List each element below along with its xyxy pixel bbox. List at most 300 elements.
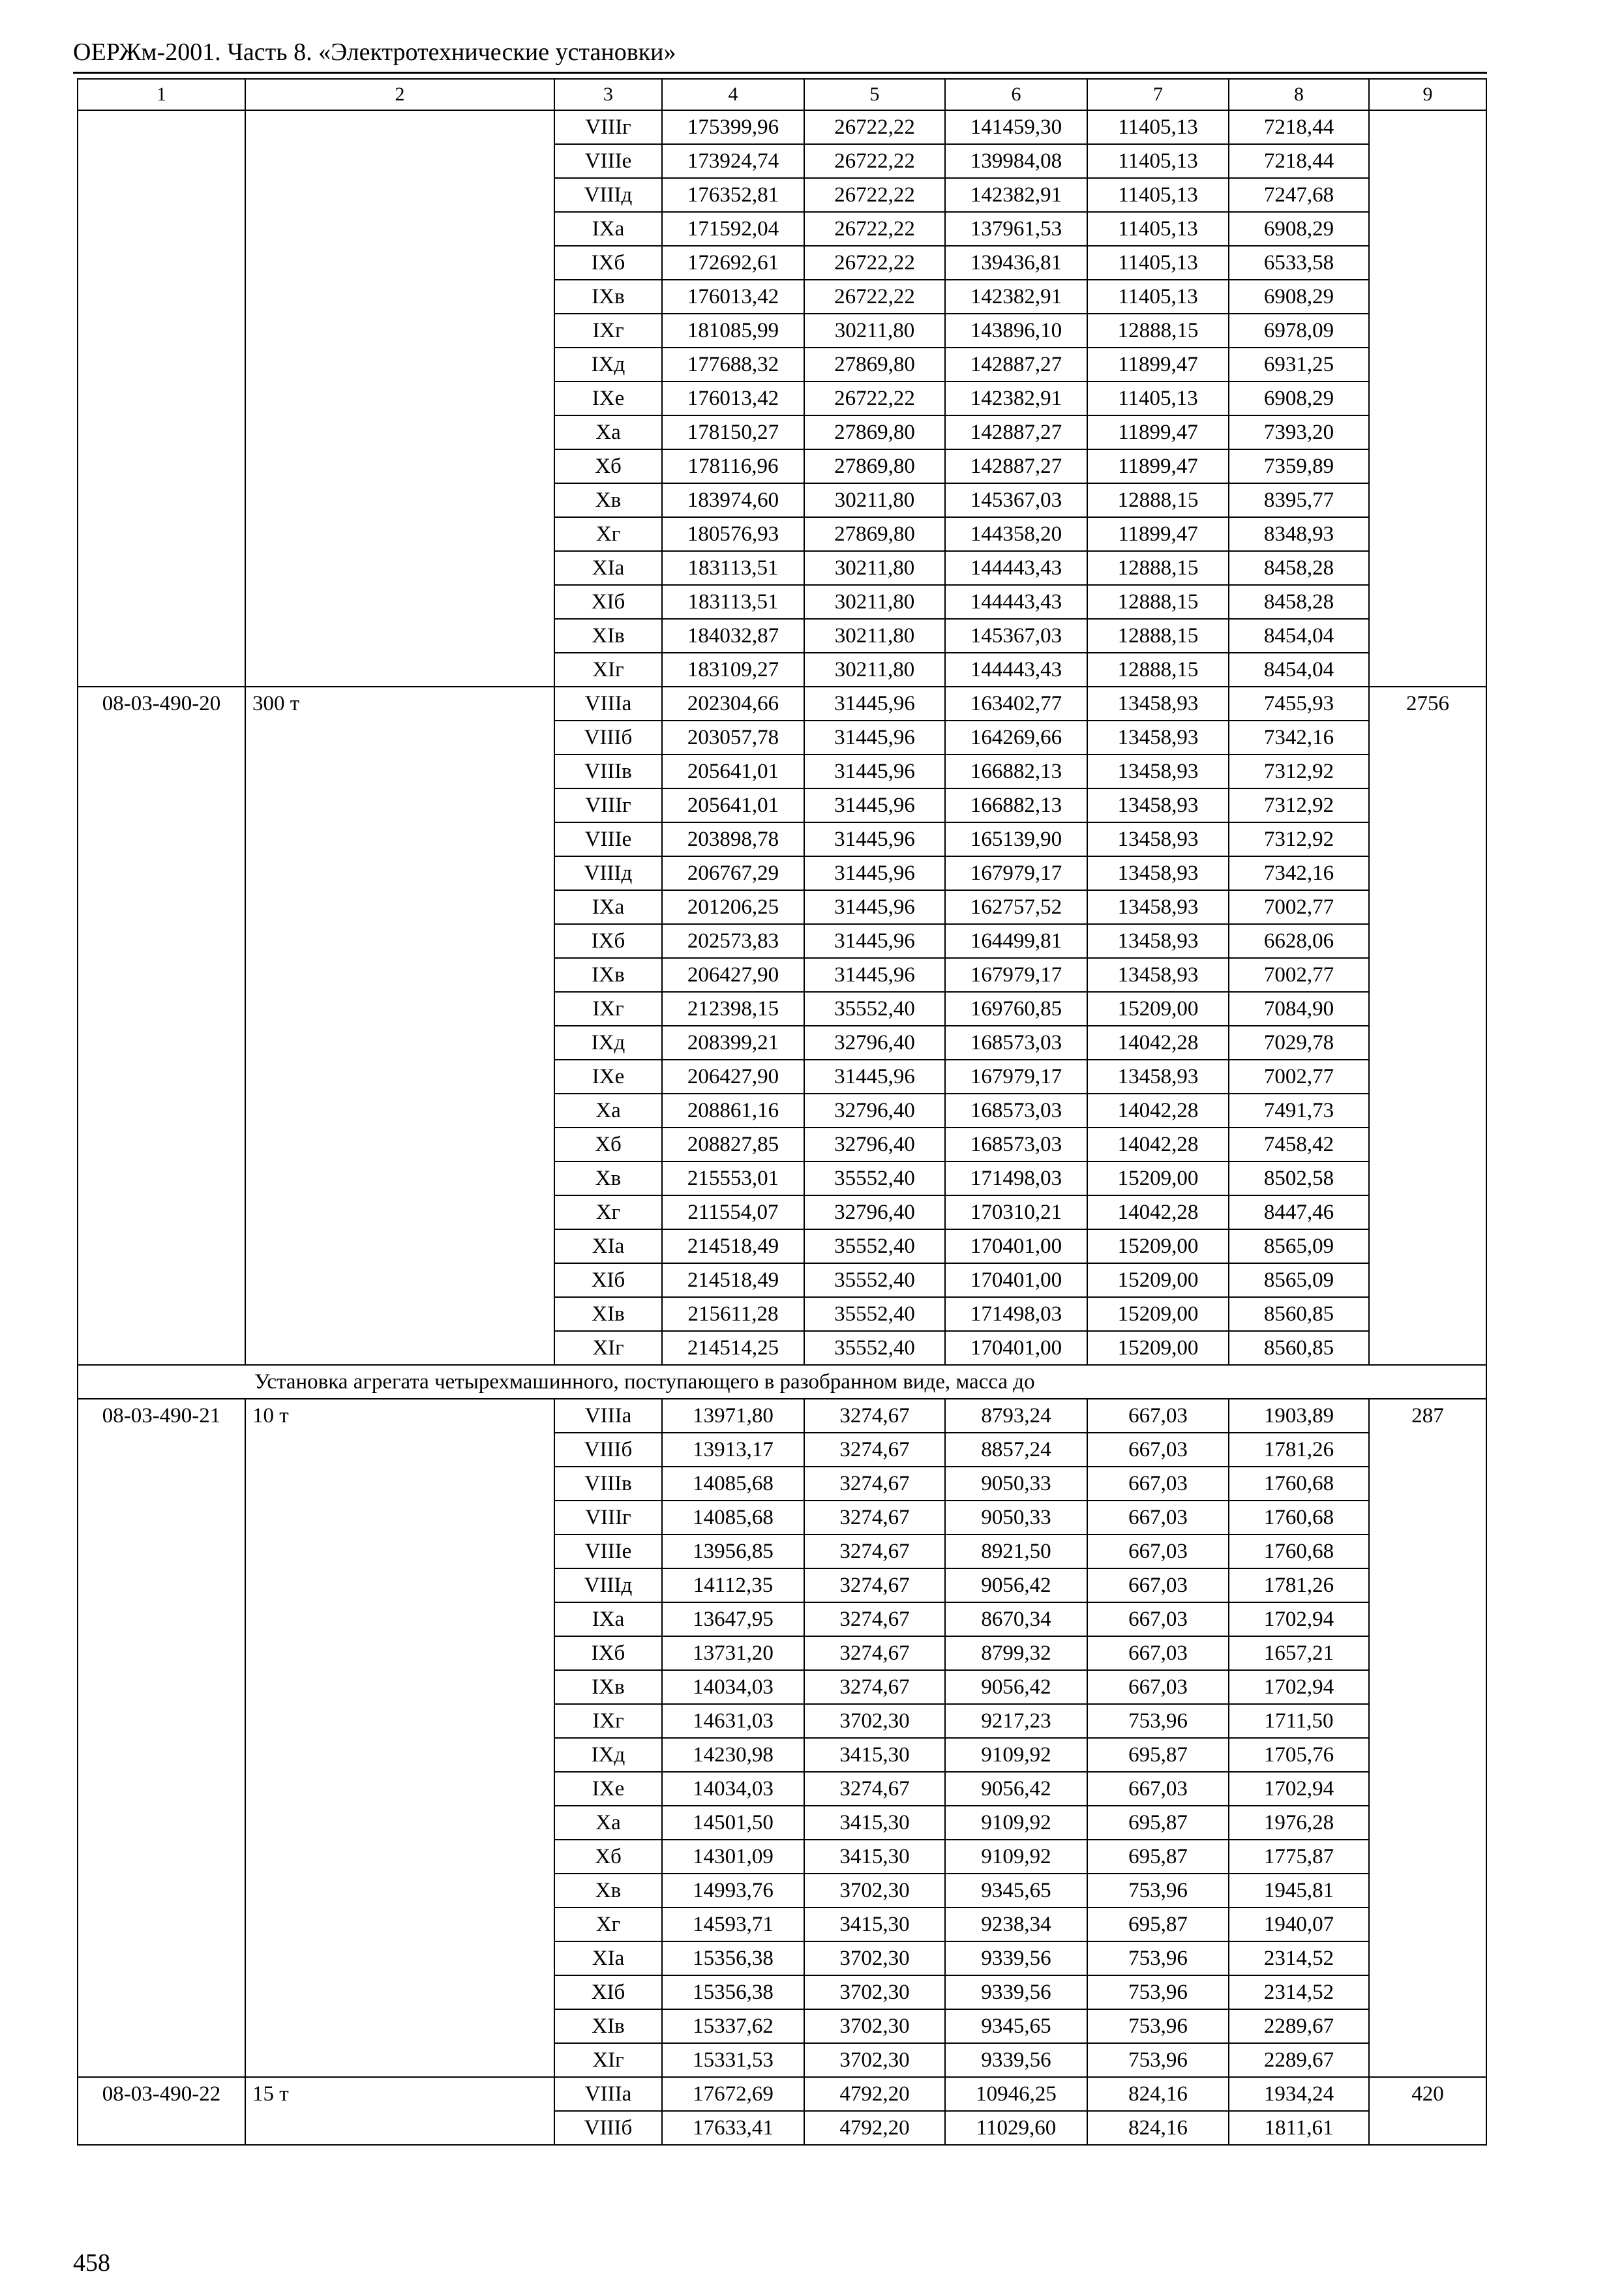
labor-hours-cell — [1369, 110, 1486, 687]
material-cost-cell: 1976,28 — [1229, 1806, 1369, 1840]
material-cost-cell: 8458,28 — [1229, 585, 1369, 619]
total-cost-cell: 175399,96 — [662, 110, 804, 144]
machine-cost-cell: 165139,90 — [945, 822, 1087, 856]
material-cost-cell: 7455,93 — [1229, 687, 1369, 721]
machine-cost-cell: 167979,17 — [945, 958, 1087, 992]
machine-cost-cell: 162757,52 — [945, 890, 1087, 924]
zone-cell: VIIIд — [554, 178, 662, 212]
operator-wage-cell: 15209,00 — [1087, 992, 1229, 1026]
machine-cost-cell: 10946,25 — [945, 2077, 1087, 2111]
column-header: 5 — [804, 79, 945, 110]
material-cost-cell: 1903,89 — [1229, 1399, 1369, 1433]
zone-cell: VIIIа — [554, 2077, 662, 2111]
operator-wage-cell: 11899,47 — [1087, 348, 1229, 382]
total-cost-cell: 13956,85 — [662, 1534, 804, 1568]
item-name: 10 т — [245, 1399, 554, 2077]
zone-cell: Xа — [554, 415, 662, 449]
labor-cost-cell: 26722,22 — [804, 212, 945, 246]
machine-cost-cell: 170401,00 — [945, 1331, 1087, 1365]
labor-cost-cell: 26722,22 — [804, 280, 945, 314]
total-cost-cell: 206427,90 — [662, 1060, 804, 1094]
machine-cost-cell: 144443,43 — [945, 585, 1087, 619]
operator-wage-cell: 14042,28 — [1087, 1094, 1229, 1128]
machine-cost-cell: 8857,24 — [945, 1433, 1087, 1467]
material-cost-cell: 1705,76 — [1229, 1738, 1369, 1772]
machine-cost-cell: 9050,33 — [945, 1501, 1087, 1534]
item-code: 08-03-490-22 — [78, 2077, 245, 2145]
material-cost-cell: 7084,90 — [1229, 992, 1369, 1026]
zone-cell: Xв — [554, 483, 662, 517]
material-cost-cell: 7218,44 — [1229, 110, 1369, 144]
material-cost-cell: 1934,24 — [1229, 2077, 1369, 2111]
total-cost-cell: 205641,01 — [662, 755, 804, 788]
zone-cell: XIа — [554, 1229, 662, 1263]
machine-cost-cell: 142887,27 — [945, 348, 1087, 382]
labor-cost-cell: 3274,67 — [804, 1670, 945, 1704]
labor-cost-cell: 3702,30 — [804, 2043, 945, 2077]
total-cost-cell: 214518,49 — [662, 1229, 804, 1263]
item-name: 15 т — [245, 2077, 554, 2145]
labor-cost-cell: 35552,40 — [804, 992, 945, 1026]
machine-cost-cell: 9339,56 — [945, 2043, 1087, 2077]
material-cost-cell: 8458,28 — [1229, 551, 1369, 585]
labor-cost-cell: 32796,40 — [804, 1195, 945, 1229]
item-code — [78, 110, 245, 687]
operator-wage-cell: 11405,13 — [1087, 246, 1229, 280]
total-cost-cell: 208399,21 — [662, 1026, 804, 1060]
material-cost-cell: 7247,68 — [1229, 178, 1369, 212]
material-cost-cell: 1781,26 — [1229, 1433, 1369, 1467]
material-cost-cell: 2314,52 — [1229, 1975, 1369, 2009]
labor-cost-cell: 26722,22 — [804, 144, 945, 178]
machine-cost-cell: 142887,27 — [945, 449, 1087, 483]
labor-cost-cell: 31445,96 — [804, 822, 945, 856]
labor-cost-cell: 3702,30 — [804, 2009, 945, 2043]
total-cost-cell: 17672,69 — [662, 2077, 804, 2111]
material-cost-cell: 1811,61 — [1229, 2111, 1369, 2145]
zone-cell: IXд — [554, 1026, 662, 1060]
machine-cost-cell: 142382,91 — [945, 178, 1087, 212]
operator-wage-cell: 667,03 — [1087, 1602, 1229, 1636]
machine-cost-cell: 9109,92 — [945, 1840, 1087, 1874]
zone-cell: XIб — [554, 1263, 662, 1297]
labor-cost-cell: 30211,80 — [804, 619, 945, 653]
material-cost-cell: 7002,77 — [1229, 1060, 1369, 1094]
operator-wage-cell: 667,03 — [1087, 1772, 1229, 1806]
total-cost-cell: 14593,71 — [662, 1908, 804, 1941]
table-row — [78, 1399, 1486, 1433]
item-code: 08-03-490-20 — [78, 687, 245, 1365]
zone-cell: Xг — [554, 517, 662, 551]
total-cost-cell: 13913,17 — [662, 1433, 804, 1467]
zone-cell: VIIIг — [554, 788, 662, 822]
operator-wage-cell: 13458,93 — [1087, 958, 1229, 992]
material-cost-cell: 1940,07 — [1229, 1908, 1369, 1941]
material-cost-cell: 7002,77 — [1229, 890, 1369, 924]
zone-cell: VIIIе — [554, 822, 662, 856]
total-cost-cell: 212398,15 — [662, 992, 804, 1026]
page-number: 458 — [73, 2249, 110, 2277]
labor-cost-cell: 3702,30 — [804, 1975, 945, 2009]
operator-wage-cell: 667,03 — [1087, 1433, 1229, 1467]
section-heading: Установка агрегата четырехмашинного, поступающего в разобранном виде, масса до — [78, 1365, 1486, 1399]
operator-wage-cell: 667,03 — [1087, 1636, 1229, 1670]
labor-cost-cell: 27869,80 — [804, 517, 945, 551]
operator-wage-cell: 15209,00 — [1087, 1229, 1229, 1263]
material-cost-cell: 7312,92 — [1229, 788, 1369, 822]
total-cost-cell: 184032,87 — [662, 619, 804, 653]
labor-cost-cell: 26722,22 — [804, 178, 945, 212]
labor-cost-cell: 27869,80 — [804, 348, 945, 382]
total-cost-cell: 215553,01 — [662, 1161, 804, 1195]
zone-cell: Xа — [554, 1806, 662, 1840]
labor-cost-cell: 32796,40 — [804, 1128, 945, 1161]
material-cost-cell: 8560,85 — [1229, 1331, 1369, 1365]
price-table — [77, 78, 1487, 2146]
labor-cost-cell: 3274,67 — [804, 1636, 945, 1670]
total-cost-cell: 201206,25 — [662, 890, 804, 924]
total-cost-cell: 171592,04 — [662, 212, 804, 246]
labor-cost-cell: 26722,22 — [804, 382, 945, 415]
labor-cost-cell: 3274,67 — [804, 1467, 945, 1501]
material-cost-cell: 6628,06 — [1229, 924, 1369, 958]
zone-cell: XIб — [554, 585, 662, 619]
machine-cost-cell: 168573,03 — [945, 1128, 1087, 1161]
zone-cell: Xб — [554, 1128, 662, 1161]
machine-cost-cell: 9056,42 — [945, 1670, 1087, 1704]
total-cost-cell: 203898,78 — [662, 822, 804, 856]
material-cost-cell: 8502,58 — [1229, 1161, 1369, 1195]
header-rule — [73, 72, 1487, 74]
material-cost-cell: 8395,77 — [1229, 483, 1369, 517]
total-cost-cell: 14501,50 — [662, 1806, 804, 1840]
zone-cell: XIг — [554, 1331, 662, 1365]
total-cost-cell: 183109,27 — [662, 653, 804, 687]
operator-wage-cell: 11899,47 — [1087, 415, 1229, 449]
material-cost-cell: 7342,16 — [1229, 856, 1369, 890]
operator-wage-cell: 14042,28 — [1087, 1195, 1229, 1229]
column-number-row — [78, 79, 1486, 110]
total-cost-cell: 181085,99 — [662, 314, 804, 348]
material-cost-cell: 8454,04 — [1229, 653, 1369, 687]
operator-wage-cell: 11405,13 — [1087, 212, 1229, 246]
machine-cost-cell: 166882,13 — [945, 788, 1087, 822]
item-code: 08-03-490-21 — [78, 1399, 245, 2077]
zone-cell: Xа — [554, 1094, 662, 1128]
zone-cell: VIIIв — [554, 755, 662, 788]
total-cost-cell: 206767,29 — [662, 856, 804, 890]
machine-cost-cell: 9345,65 — [945, 2009, 1087, 2043]
zone-cell: XIг — [554, 2043, 662, 2077]
total-cost-cell: 211554,07 — [662, 1195, 804, 1229]
operator-wage-cell: 15209,00 — [1087, 1331, 1229, 1365]
machine-cost-cell: 166882,13 — [945, 755, 1087, 788]
material-cost-cell: 1702,94 — [1229, 1670, 1369, 1704]
machine-cost-cell: 9056,42 — [945, 1772, 1087, 1806]
machine-cost-cell: 171498,03 — [945, 1161, 1087, 1195]
operator-wage-cell: 695,87 — [1087, 1806, 1229, 1840]
total-cost-cell: 183113,51 — [662, 551, 804, 585]
material-cost-cell: 1781,26 — [1229, 1568, 1369, 1602]
zone-cell: XIа — [554, 551, 662, 585]
machine-cost-cell: 9109,92 — [945, 1738, 1087, 1772]
operator-wage-cell: 11899,47 — [1087, 449, 1229, 483]
zone-cell: Xб — [554, 449, 662, 483]
total-cost-cell: 15356,38 — [662, 1941, 804, 1975]
total-cost-cell: 214514,25 — [662, 1331, 804, 1365]
zone-cell: IXд — [554, 348, 662, 382]
machine-cost-cell: 163402,77 — [945, 687, 1087, 721]
labor-cost-cell: 32796,40 — [804, 1094, 945, 1128]
zone-cell: VIIIе — [554, 1534, 662, 1568]
operator-wage-cell: 11405,13 — [1087, 110, 1229, 144]
machine-cost-cell: 170310,21 — [945, 1195, 1087, 1229]
material-cost-cell: 7491,73 — [1229, 1094, 1369, 1128]
material-cost-cell: 1702,94 — [1229, 1602, 1369, 1636]
total-cost-cell: 14034,03 — [662, 1670, 804, 1704]
labor-cost-cell: 3702,30 — [804, 1704, 945, 1738]
material-cost-cell: 8447,46 — [1229, 1195, 1369, 1229]
operator-wage-cell: 11405,13 — [1087, 178, 1229, 212]
machine-cost-cell: 9109,92 — [945, 1806, 1087, 1840]
operator-wage-cell: 13458,93 — [1087, 890, 1229, 924]
zone-cell: Xг — [554, 1195, 662, 1229]
labor-cost-cell: 30211,80 — [804, 551, 945, 585]
table-body — [78, 110, 1486, 2145]
operator-wage-cell: 824,16 — [1087, 2111, 1229, 2145]
labor-cost-cell: 3415,30 — [804, 1738, 945, 1772]
total-cost-cell: 208827,85 — [662, 1128, 804, 1161]
operator-wage-cell: 753,96 — [1087, 1874, 1229, 1908]
machine-cost-cell: 9339,56 — [945, 1975, 1087, 2009]
total-cost-cell: 14112,35 — [662, 1568, 804, 1602]
zone-cell: IXг — [554, 1704, 662, 1738]
operator-wage-cell: 15209,00 — [1087, 1263, 1229, 1297]
total-cost-cell: 215611,28 — [662, 1297, 804, 1331]
material-cost-cell: 7029,78 — [1229, 1026, 1369, 1060]
machine-cost-cell: 171498,03 — [945, 1297, 1087, 1331]
operator-wage-cell: 667,03 — [1087, 1501, 1229, 1534]
material-cost-cell: 1945,81 — [1229, 1874, 1369, 1908]
labor-cost-cell: 35552,40 — [804, 1161, 945, 1195]
material-cost-cell: 1760,68 — [1229, 1467, 1369, 1501]
machine-cost-cell: 170401,00 — [945, 1229, 1087, 1263]
zone-cell: IXб — [554, 246, 662, 280]
material-cost-cell: 6908,29 — [1229, 382, 1369, 415]
operator-wage-cell: 11405,13 — [1087, 280, 1229, 314]
operator-wage-cell: 753,96 — [1087, 1975, 1229, 2009]
operator-wage-cell: 13458,93 — [1087, 788, 1229, 822]
operator-wage-cell: 667,03 — [1087, 1399, 1229, 1433]
operator-wage-cell: 824,16 — [1087, 2077, 1229, 2111]
total-cost-cell: 176013,42 — [662, 382, 804, 415]
total-cost-cell: 173924,74 — [662, 144, 804, 178]
operator-wage-cell: 13458,93 — [1087, 924, 1229, 958]
zone-cell: XIа — [554, 1941, 662, 1975]
machine-cost-cell: 142887,27 — [945, 415, 1087, 449]
operator-wage-cell: 667,03 — [1087, 1467, 1229, 1501]
labor-hours-cell: 420 — [1369, 2077, 1486, 2145]
operator-wage-cell: 753,96 — [1087, 1941, 1229, 1975]
labor-cost-cell: 30211,80 — [804, 483, 945, 517]
labor-cost-cell: 3274,67 — [804, 1399, 945, 1433]
column-header: 1 — [78, 79, 245, 110]
zone-cell: Xг — [554, 1908, 662, 1941]
labor-cost-cell: 26722,22 — [804, 246, 945, 280]
total-cost-cell: 202573,83 — [662, 924, 804, 958]
zone-cell: IXе — [554, 382, 662, 415]
operator-wage-cell: 11899,47 — [1087, 517, 1229, 551]
total-cost-cell: 14993,76 — [662, 1874, 804, 1908]
material-cost-cell: 2289,67 — [1229, 2009, 1369, 2043]
zone-cell: Xв — [554, 1161, 662, 1195]
labor-cost-cell: 3274,67 — [804, 1602, 945, 1636]
total-cost-cell: 14230,98 — [662, 1738, 804, 1772]
machine-cost-cell: 8793,24 — [945, 1399, 1087, 1433]
total-cost-cell: 176013,42 — [662, 280, 804, 314]
material-cost-cell: 2314,52 — [1229, 1941, 1369, 1975]
zone-cell: IXб — [554, 924, 662, 958]
material-cost-cell: 7393,20 — [1229, 415, 1369, 449]
zone-cell: IXг — [554, 992, 662, 1026]
zone-cell: IXв — [554, 280, 662, 314]
labor-cost-cell: 31445,96 — [804, 924, 945, 958]
operator-wage-cell: 15209,00 — [1087, 1297, 1229, 1331]
operator-wage-cell: 667,03 — [1087, 1534, 1229, 1568]
operator-wage-cell: 14042,28 — [1087, 1026, 1229, 1060]
machine-cost-cell: 143896,10 — [945, 314, 1087, 348]
total-cost-cell: 208861,16 — [662, 1094, 804, 1128]
zone-cell: VIIIд — [554, 856, 662, 890]
labor-cost-cell: 3702,30 — [804, 1874, 945, 1908]
labor-cost-cell: 4792,20 — [804, 2077, 945, 2111]
machine-cost-cell: 145367,03 — [945, 619, 1087, 653]
machine-cost-cell: 8670,34 — [945, 1602, 1087, 1636]
zone-cell: VIIIа — [554, 1399, 662, 1433]
total-cost-cell: 14085,68 — [662, 1467, 804, 1501]
machine-cost-cell: 141459,30 — [945, 110, 1087, 144]
operator-wage-cell: 11405,13 — [1087, 144, 1229, 178]
machine-cost-cell: 9339,56 — [945, 1941, 1087, 1975]
machine-cost-cell: 168573,03 — [945, 1026, 1087, 1060]
machine-cost-cell: 142382,91 — [945, 382, 1087, 415]
zone-cell: XIв — [554, 2009, 662, 2043]
material-cost-cell: 7312,92 — [1229, 755, 1369, 788]
operator-wage-cell: 13458,93 — [1087, 721, 1229, 755]
operator-wage-cell: 695,87 — [1087, 1738, 1229, 1772]
labor-cost-cell: 3415,30 — [804, 1908, 945, 1941]
labor-cost-cell: 31445,96 — [804, 687, 945, 721]
total-cost-cell: 177688,32 — [662, 348, 804, 382]
labor-cost-cell: 31445,96 — [804, 1060, 945, 1094]
operator-wage-cell: 11405,13 — [1087, 382, 1229, 415]
table-row — [78, 687, 1486, 721]
zone-cell: IXв — [554, 1670, 662, 1704]
column-header: 3 — [554, 79, 662, 110]
operator-wage-cell: 13458,93 — [1087, 1060, 1229, 1094]
labor-cost-cell: 3702,30 — [804, 1941, 945, 1975]
zone-cell: VIIIа — [554, 687, 662, 721]
zone-cell: VIIIб — [554, 721, 662, 755]
operator-wage-cell: 13458,93 — [1087, 856, 1229, 890]
zone-cell: IXд — [554, 1738, 662, 1772]
labor-cost-cell: 30211,80 — [804, 314, 945, 348]
operator-wage-cell: 14042,28 — [1087, 1128, 1229, 1161]
total-cost-cell: 13647,95 — [662, 1602, 804, 1636]
material-cost-cell: 7458,42 — [1229, 1128, 1369, 1161]
labor-cost-cell: 30211,80 — [804, 585, 945, 619]
total-cost-cell: 206427,90 — [662, 958, 804, 992]
labor-cost-cell: 27869,80 — [804, 449, 945, 483]
machine-cost-cell: 167979,17 — [945, 856, 1087, 890]
machine-cost-cell: 145367,03 — [945, 483, 1087, 517]
operator-wage-cell: 12888,15 — [1087, 619, 1229, 653]
material-cost-cell: 7002,77 — [1229, 958, 1369, 992]
total-cost-cell: 172692,61 — [662, 246, 804, 280]
material-cost-cell: 8454,04 — [1229, 619, 1369, 653]
machine-cost-cell: 167979,17 — [945, 1060, 1087, 1094]
labor-cost-cell: 30211,80 — [804, 653, 945, 687]
section-heading-row — [78, 1365, 1486, 1399]
zone-cell: XIг — [554, 653, 662, 687]
material-cost-cell: 8560,85 — [1229, 1297, 1369, 1331]
material-cost-cell: 7312,92 — [1229, 822, 1369, 856]
labor-cost-cell: 3274,67 — [804, 1568, 945, 1602]
zone-cell: VIIIе — [554, 144, 662, 178]
zone-cell: IXе — [554, 1772, 662, 1806]
material-cost-cell: 1711,50 — [1229, 1704, 1369, 1738]
labor-hours-cell: 2756 — [1369, 687, 1486, 1365]
labor-cost-cell: 32796,40 — [804, 1026, 945, 1060]
column-header: 8 — [1229, 79, 1369, 110]
labor-hours-cell: 287 — [1369, 1399, 1486, 2077]
column-header: 7 — [1087, 79, 1229, 110]
labor-cost-cell: 26722,22 — [804, 110, 945, 144]
total-cost-cell: 180576,93 — [662, 517, 804, 551]
labor-cost-cell: 31445,96 — [804, 856, 945, 890]
machine-cost-cell: 139436,81 — [945, 246, 1087, 280]
total-cost-cell: 203057,78 — [662, 721, 804, 755]
column-header: 6 — [945, 79, 1087, 110]
labor-cost-cell: 4792,20 — [804, 2111, 945, 2145]
column-header: 4 — [662, 79, 804, 110]
machine-cost-cell: 169760,85 — [945, 992, 1087, 1026]
material-cost-cell: 8565,09 — [1229, 1229, 1369, 1263]
total-cost-cell: 14301,09 — [662, 1840, 804, 1874]
labor-cost-cell: 35552,40 — [804, 1297, 945, 1331]
zone-cell: IXа — [554, 212, 662, 246]
operator-wage-cell: 753,96 — [1087, 2009, 1229, 2043]
total-cost-cell: 14085,68 — [662, 1501, 804, 1534]
zone-cell: XIв — [554, 1297, 662, 1331]
labor-cost-cell: 3274,67 — [804, 1433, 945, 1467]
zone-cell: IXе — [554, 1060, 662, 1094]
total-cost-cell: 178116,96 — [662, 449, 804, 483]
zone-cell: VIIIг — [554, 110, 662, 144]
labor-cost-cell: 35552,40 — [804, 1331, 945, 1365]
zone-cell: Xб — [554, 1840, 662, 1874]
material-cost-cell: 8565,09 — [1229, 1263, 1369, 1297]
operator-wage-cell: 695,87 — [1087, 1840, 1229, 1874]
material-cost-cell: 7359,89 — [1229, 449, 1369, 483]
machine-cost-cell: 9056,42 — [945, 1568, 1087, 1602]
total-cost-cell: 15356,38 — [662, 1975, 804, 2009]
operator-wage-cell: 13458,93 — [1087, 755, 1229, 788]
labor-cost-cell: 31445,96 — [804, 788, 945, 822]
total-cost-cell: 15337,62 — [662, 2009, 804, 2043]
labor-cost-cell: 35552,40 — [804, 1229, 945, 1263]
machine-cost-cell: 164269,66 — [945, 721, 1087, 755]
